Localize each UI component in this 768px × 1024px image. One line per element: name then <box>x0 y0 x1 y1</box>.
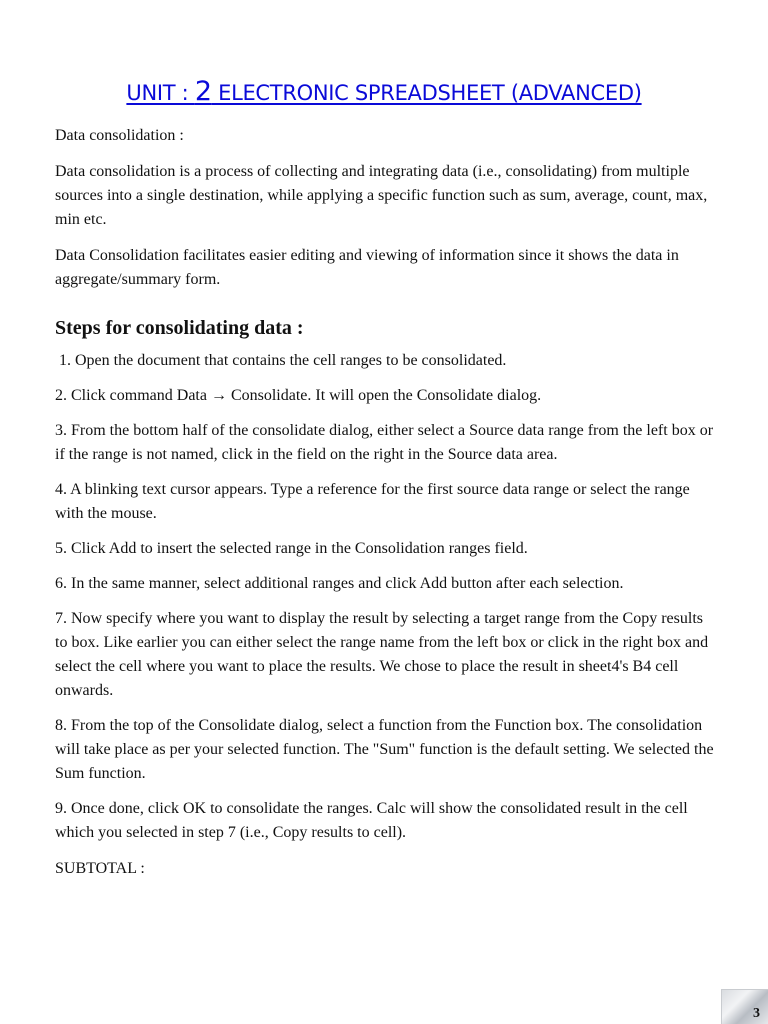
title-text: ELECTRONIC SPREADSHEET (ADVANCED) <box>211 81 642 105</box>
step-item: 5. Click Add to insert the selected range in the Consolidation ranges field. <box>55 540 528 557</box>
document-body <box>55 124 715 881</box>
steps-list <box>55 349 715 845</box>
step-item: 6. In the same manner, select additional ranges and click Add button after each selection. <box>55 575 624 592</box>
steps-heading: Steps for consolidating data : <box>55 317 304 339</box>
page-number: 3 <box>753 1006 760 1021</box>
step-item: 2. Click command Data → Consolidate. It will open the Consolidate dialog. <box>55 387 542 404</box>
title-unit-number: 2 <box>194 76 212 107</box>
step-item: 4. A blinking text cursor appears. Type a reference for the first source data range or select the range with the mouse. <box>55 481 690 522</box>
paragraph-definition: Data consolidation is a process of collecting and integrating data (i.e., consolidating) from multiple sources into a single destination, while applying a specific function such as sum, average, count, max, min etc. <box>55 163 708 228</box>
step-item: 9. Once done, click OK to consolidate the ranges. Calc will show the consolidated result in the cell which you selected in step 7 (i.e., Copy results to cell). <box>55 800 688 841</box>
step-item: 7. Now specify where you want to display the result by selecting a target range from the Copy results to box. Like earlier you can either select the range name from the left box or click in the right box and select the cell where you want to place the results. We chose to place the result in sheet4's B4 cell onwards. <box>55 610 709 699</box>
step-item: 1. Open the document that contains the cell ranges to be consolidated. <box>59 352 507 369</box>
section-label-subtotal: SUBTOTAL : <box>55 860 145 877</box>
section-label-data-consolidation: Data consolidation : <box>55 127 184 144</box>
step-item: 3. From the bottom half of the consolidate dialog, either select a Source data range from the left box or if the range is not named, click in the field on the right in the Source data area. <box>55 422 714 463</box>
title-prefix: UNIT : <box>126 81 195 105</box>
page-number-box <box>721 989 768 1024</box>
paragraph-benefit: Data Consolidation facilitates easier editing and viewing of information since it shows the data in aggregate/summary form. <box>55 247 679 288</box>
step-item: 8. From the top of the Consolidate dialog, select a function from the Function box. The consolidation will take place as per your selected function. The "Sum" function is the default setting. We selected the Sum function. <box>55 717 714 782</box>
page-title <box>0 76 768 107</box>
